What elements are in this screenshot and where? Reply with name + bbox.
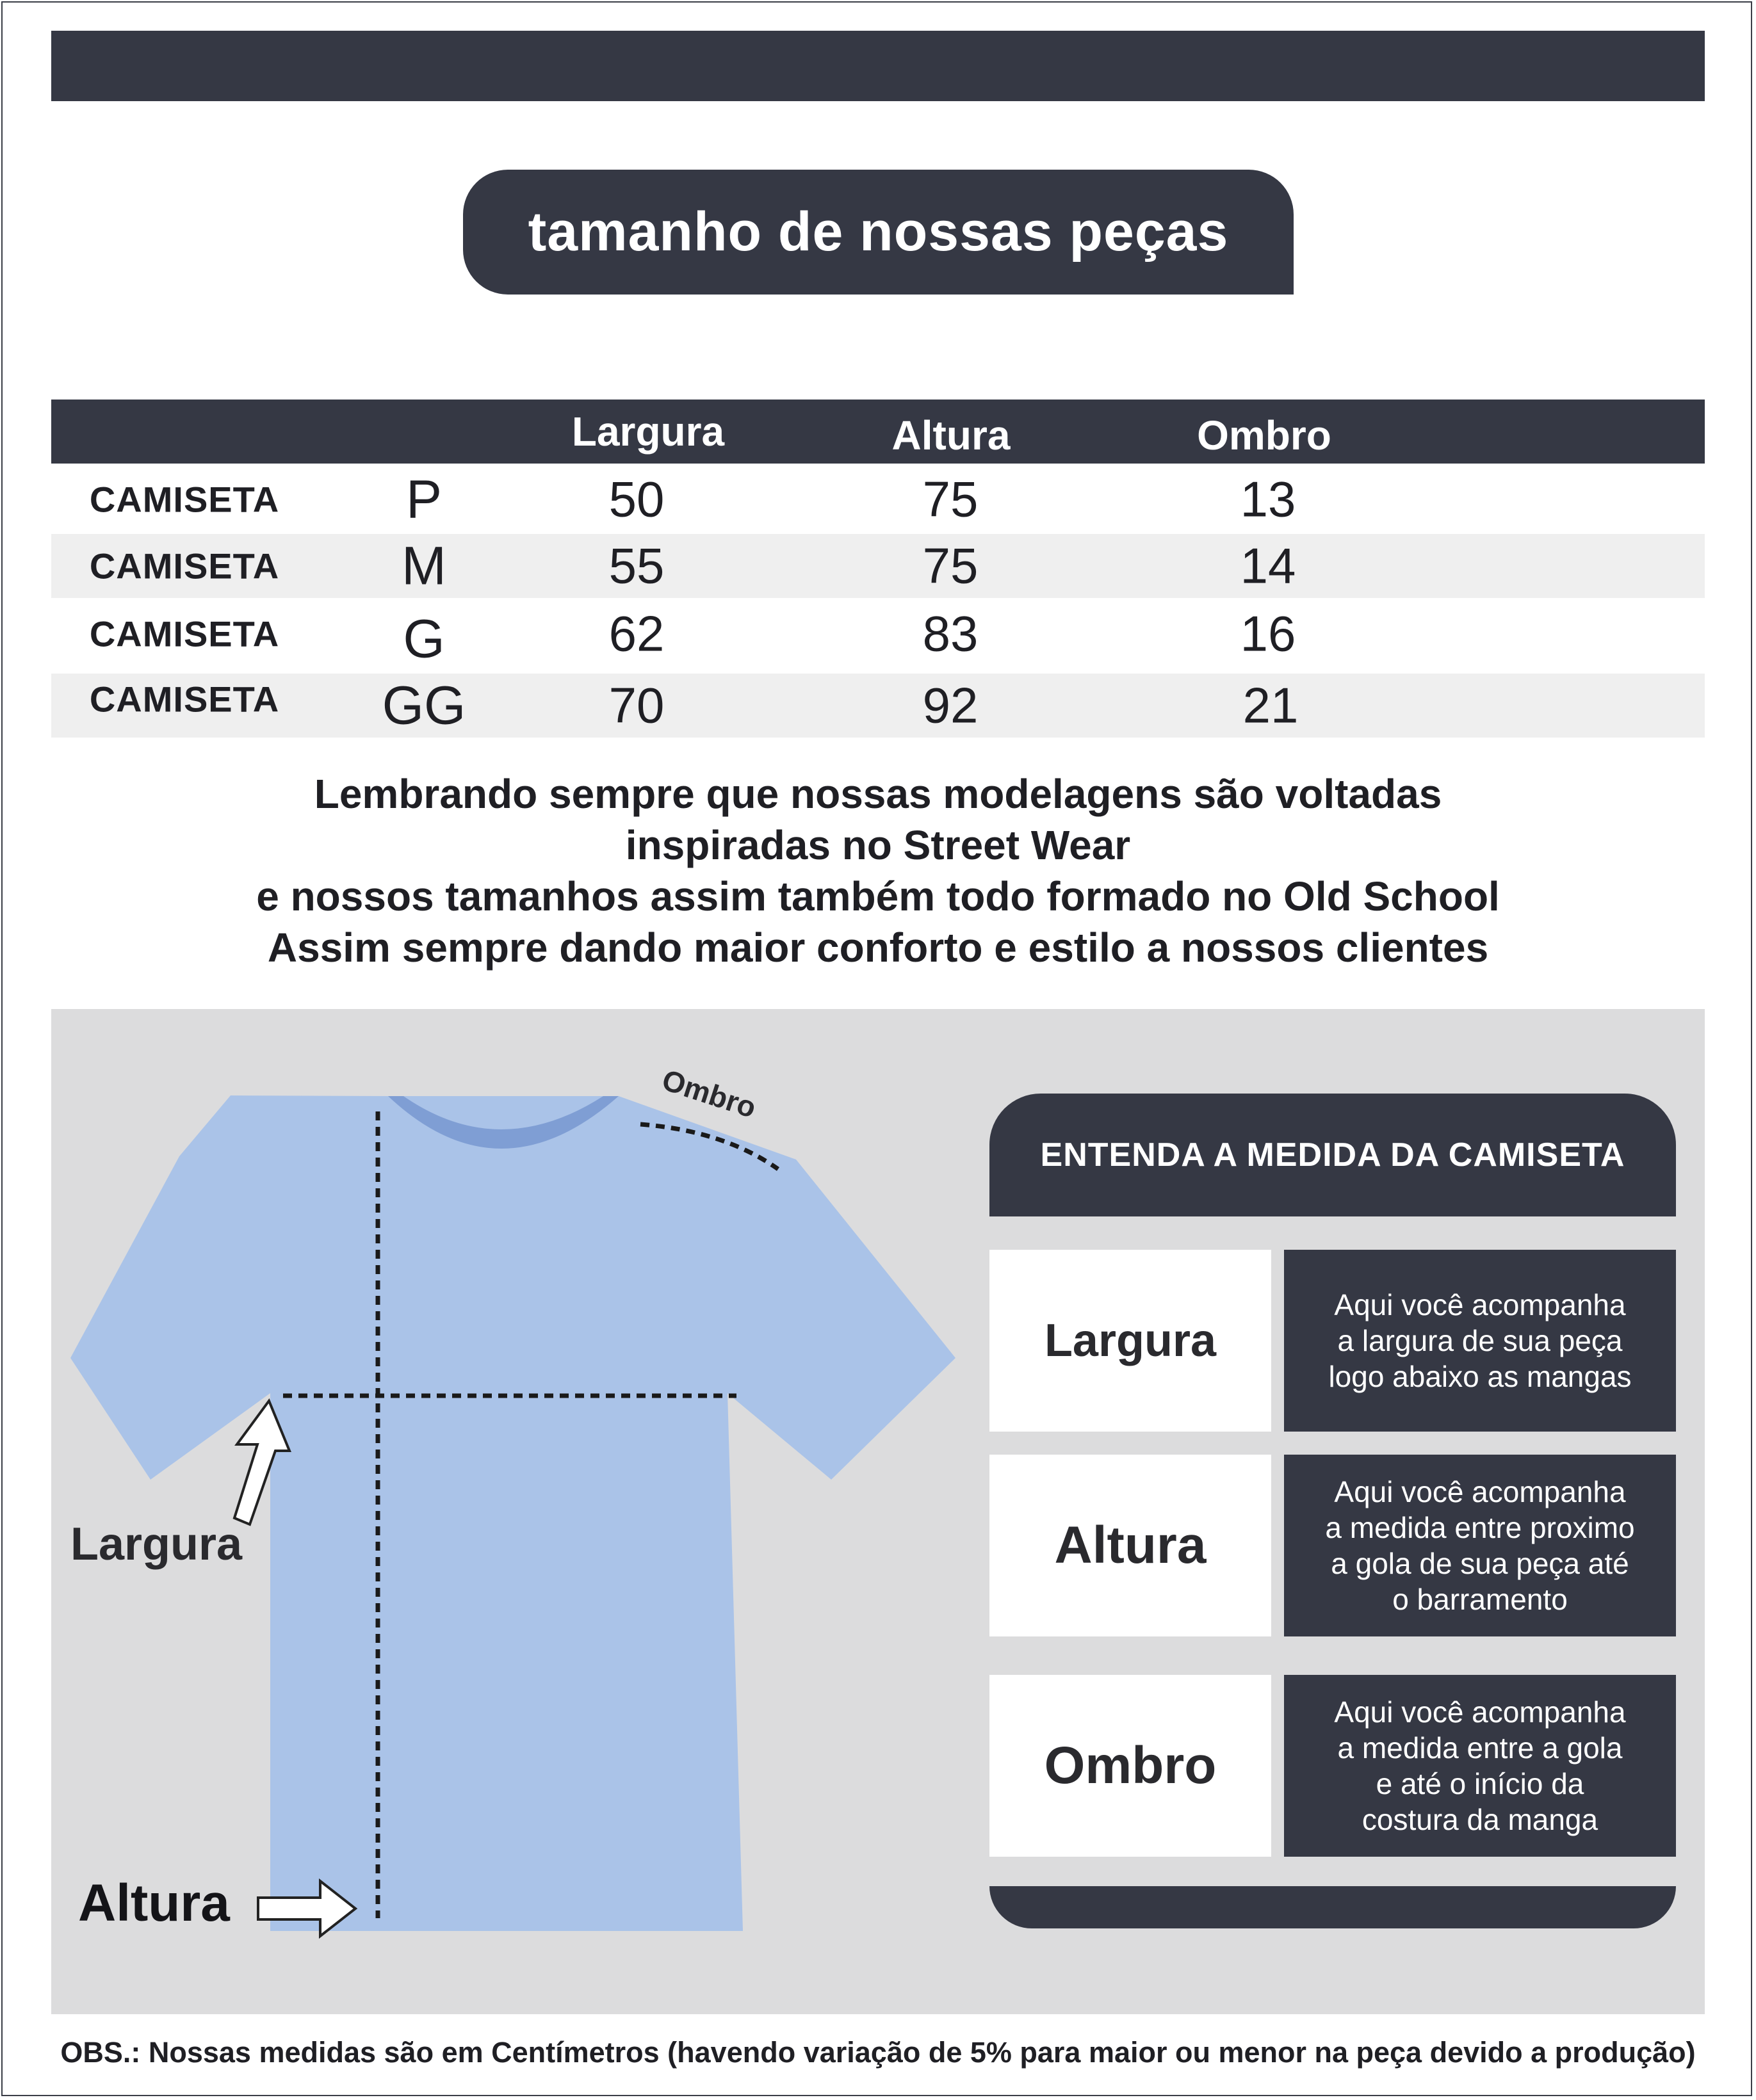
desc-line: a largura de sua peça [1337,1324,1623,1357]
size-cell: GG [382,675,466,736]
desc-line: o barramento [1392,1583,1568,1616]
top-banner [51,31,1705,101]
desc-line: a gola de sua peça até [1331,1547,1629,1580]
largura-cell: 55 [608,537,665,594]
ombro-cell: 13 [1240,471,1296,528]
ombro-cell: 21 [1242,677,1299,734]
altura-diagram-label: Altura [78,1874,230,1932]
intro-line: Assim sempre dando maior conforto e estilo a nossos clientes [267,925,1489,971]
size-cell: M [402,535,446,596]
size-cell: G [403,608,445,669]
size-cell: P [405,469,443,529]
desc-line: costura da manga [1362,1803,1598,1836]
intro-line: Lembrando sempre que nossas modelagens são voltadas [314,771,1442,817]
measurement-guide [51,1009,1705,2014]
largura-diagram-label: Largura [70,1519,243,1570]
desc-line: logo abaixo as mangas [1328,1360,1632,1393]
card-desc-ombro [1284,1675,1676,1857]
table-row [51,534,1705,598]
ombro-diagram-label: Ombro [658,1062,761,1125]
card-term-altura: Altura [989,1455,1271,1636]
table-row [51,674,1705,738]
desc-line: e até o início da [1376,1767,1584,1800]
card-desc-altura [1284,1455,1676,1636]
header-largura: Largura [571,408,725,455]
desc-line: a medida entre a gola [1337,1731,1623,1765]
size-table-header [51,400,1705,464]
intro-line: e nossos tamanhos assim também todo formado no Old School [256,873,1500,919]
altura-cell: 75 [922,537,979,594]
largura-cell: 50 [608,471,665,528]
card-term-largura: Largura [989,1250,1271,1432]
ombro-cell: 14 [1240,537,1296,594]
tshirt-shape [70,1095,955,1931]
product-cell: CAMISETA [89,545,280,586]
header-altura: Altura [891,412,1011,458]
card-term-ombro: Ombro [989,1675,1271,1857]
desc-line: Aqui você acompanha [1334,1288,1626,1321]
desc-line: Aqui você acompanha [1334,1475,1626,1508]
desc-line: a medida entre proximo [1325,1511,1635,1544]
product-cell: CAMISETA [89,679,280,720]
product-cell: CAMISETA [89,479,280,520]
product-cell: CAMISETA [89,613,280,654]
measure-panel-heading: ENTENDA A MEDIDA DA CAMISETA [989,1094,1676,1216]
desc-line: Aqui você acompanha [1334,1695,1626,1729]
page-title: tamanho de nossas peças [463,170,1294,295]
table-row [51,602,1705,669]
tshirt-diagram [51,1009,973,2014]
card-desc-largura [1284,1250,1676,1432]
largura-cell: 62 [608,605,665,662]
intro-line: inspiradas no Street Wear [625,822,1131,868]
altura-cell: 75 [922,471,979,528]
altura-cell: 92 [922,677,979,734]
altura-cell: 83 [922,605,979,662]
largura-cell: 70 [608,677,665,734]
ombro-cell: 16 [1240,605,1296,662]
measurement-note: OBS.: Nossas medidas são em Centímetros (havendo variação de 5% para maior ou menor na peça devido a produção) [60,2036,1696,2069]
header-ombro: Ombro [1197,412,1331,458]
measure-panel-footer [989,1886,1676,1928]
table-row [51,467,1705,531]
intro-text [0,768,1756,973]
